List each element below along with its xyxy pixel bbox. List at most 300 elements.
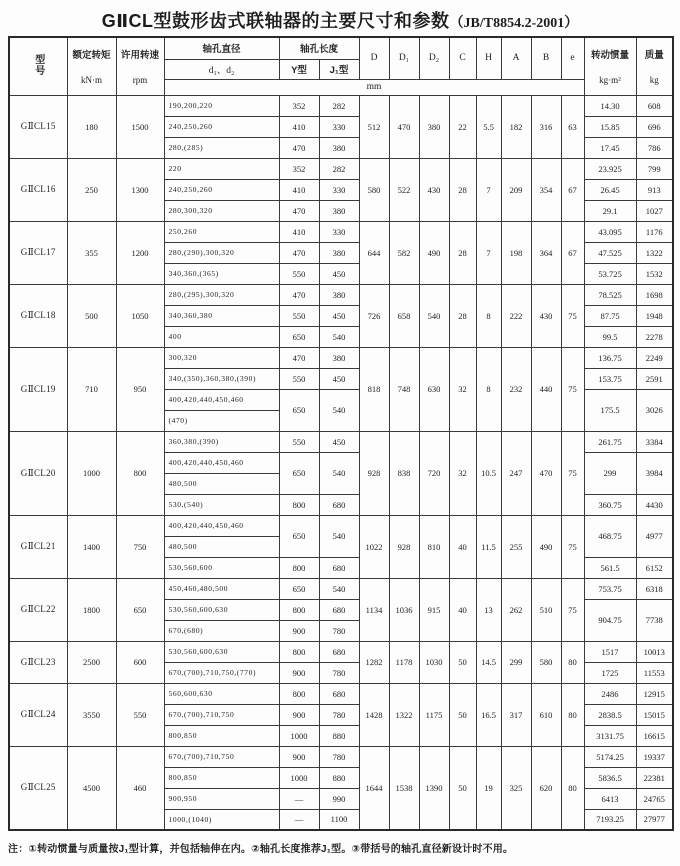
bore-diameter-cell: 450,460,480,500	[164, 578, 279, 599]
speed-cell: 1050	[116, 284, 164, 347]
bore-diameter-cell: 360,380,(390)	[164, 431, 279, 452]
inertia-cell: 47.525	[584, 242, 636, 263]
speed-cell: 650	[116, 578, 164, 641]
table-row	[9, 515, 673, 536]
col-header-speed	[116, 37, 164, 95]
y-length-cell: 1000	[279, 767, 319, 788]
torque-cell: 1800	[67, 578, 116, 641]
unit-row-mm: mm	[164, 79, 584, 95]
torque-cell: 1400	[67, 515, 116, 578]
dim-cell-e: 75	[561, 431, 584, 515]
mass-cell: 3026	[636, 389, 673, 431]
mass-cell: 608	[636, 95, 673, 116]
j1-length-cell: 540	[319, 452, 359, 494]
j1-length-cell: 282	[319, 95, 359, 116]
inertia-cell: 43.095	[584, 221, 636, 242]
inertia-cell: 14.30	[584, 95, 636, 116]
bore-diameter-cell: 560,600,630	[164, 683, 279, 704]
dim-cell-H: 10.5	[476, 431, 501, 515]
inertia-cell: 299	[584, 452, 636, 494]
bore-diameter-cell: 900,950	[164, 788, 279, 809]
dim-cell-H: 7	[476, 158, 501, 221]
bore-diameter-cell: 340,(350),360,380,(390)	[164, 368, 279, 389]
j1-length-cell: 540	[319, 326, 359, 347]
col-header-C: C	[449, 37, 476, 79]
j1-length-cell: 990	[319, 788, 359, 809]
mass-cell: 3984	[636, 452, 673, 494]
bore-diameter-cell: 670,(680)	[164, 620, 279, 641]
y-length-cell: 550	[279, 263, 319, 284]
model-cell: GⅡCL17	[9, 221, 67, 284]
dim-cell-C: 32	[449, 347, 476, 431]
dim-cell-D: 512	[359, 95, 389, 158]
inertia-cell: 1725	[584, 662, 636, 683]
y-length-cell: 550	[279, 368, 319, 389]
dim-cell-C: 28	[449, 158, 476, 221]
mass-cell: 2278	[636, 326, 673, 347]
inertia-cell: 5174.25	[584, 746, 636, 767]
j1-length-cell: 380	[319, 137, 359, 158]
speed-cell: 550	[116, 683, 164, 746]
mass-cell: 3384	[636, 431, 673, 452]
bore-diameter-cell: 400,420,440,450,460	[164, 515, 279, 536]
col-header-d1-d2: d₁、d₂	[164, 59, 279, 79]
model-cell: GⅡCL15	[9, 95, 67, 158]
dim-cell-A: 325	[501, 746, 531, 830]
inertia-unit-label: kg·m²	[599, 75, 621, 86]
table-row	[9, 431, 673, 452]
y-length-cell: 650	[279, 578, 319, 599]
dim-cell-A: 198	[501, 221, 531, 284]
dim-cell-H: 8	[476, 347, 501, 431]
col-header-mass	[636, 37, 673, 95]
torque-cell: 2500	[67, 641, 116, 683]
model-header-label: 型号	[32, 53, 44, 76]
dim-cell-D1: 1538	[389, 746, 419, 830]
dim-cell-e: 80	[561, 641, 584, 683]
model-cell: GⅡCL22	[9, 578, 67, 641]
torque-cell: 710	[67, 347, 116, 431]
col-header-y-type: Y型	[279, 59, 319, 79]
mass-cell: 16615	[636, 725, 673, 746]
mass-header-label: 质量	[644, 50, 664, 62]
dim-cell-D1: 1036	[389, 578, 419, 641]
footnote: 注：①转动惯量与质量按J₁型计算，并包括轴伸在内。②轴孔长度推荐J₁型。③带括号的轴孔直径新设计时不用。	[8, 844, 514, 855]
dim-cell-B: 440	[531, 347, 561, 431]
dim-cell-D: 1134	[359, 578, 389, 641]
j1-length-cell: 380	[319, 347, 359, 368]
j1-length-cell: 540	[319, 515, 359, 557]
mass-cell: 7738	[636, 599, 673, 641]
j1-length-cell: 450	[319, 263, 359, 284]
dim-cell-A: 182	[501, 95, 531, 158]
j1-length-cell: 450	[319, 305, 359, 326]
j1-length-cell: 780	[319, 620, 359, 641]
model-cell: GⅡCL25	[9, 746, 67, 830]
bore-diameter-cell: (470)	[164, 410, 279, 431]
dim-cell-D1: 1178	[389, 641, 419, 683]
dim-cell-C: 50	[449, 746, 476, 830]
inertia-cell: 6413	[584, 788, 636, 809]
j1-length-cell: 780	[319, 662, 359, 683]
dim-cell-A: 255	[501, 515, 531, 578]
j1-length-cell: 330	[319, 221, 359, 242]
inertia-cell: 23.925	[584, 158, 636, 179]
dim-cell-B: 490	[531, 515, 561, 578]
dim-cell-H: 19	[476, 746, 501, 830]
speed-cell: 460	[116, 746, 164, 830]
mass-cell: 786	[636, 137, 673, 158]
bore-diameter-cell: 280,(290),300,320	[164, 242, 279, 263]
inertia-cell: 5836.5	[584, 767, 636, 788]
bore-diameter-cell: 240,250,260	[164, 179, 279, 200]
dim-cell-e: 80	[561, 746, 584, 830]
inertia-cell: 29.1	[584, 200, 636, 221]
y-length-cell: 410	[279, 116, 319, 137]
dim-cell-D2: 810	[419, 515, 449, 578]
dim-cell-H: 13	[476, 578, 501, 641]
dim-cell-H: 5.5	[476, 95, 501, 158]
bore-diameter-cell: 280,300,320	[164, 200, 279, 221]
speed-header-label: 许用转速	[120, 50, 159, 62]
col-header-A: A	[501, 37, 531, 79]
mass-cell: 27977	[636, 809, 673, 830]
torque-header-label: 额定转矩	[72, 50, 111, 62]
dim-cell-C: 28	[449, 221, 476, 284]
mass-cell: 15015	[636, 704, 673, 725]
mass-cell: 1176	[636, 221, 673, 242]
dim-cell-D2: 540	[419, 284, 449, 347]
col-header-bore-diameter: 轴孔直径	[164, 37, 279, 59]
model-cell: GⅡCL21	[9, 515, 67, 578]
dim-cell-D: 1022	[359, 515, 389, 578]
y-length-cell: —	[279, 788, 319, 809]
dim-cell-A: 247	[501, 431, 531, 515]
bore-diameter-cell: 670,(700),710,750,(770)	[164, 662, 279, 683]
dim-cell-C: 28	[449, 284, 476, 347]
bore-diameter-cell: 530,560,600,630	[164, 641, 279, 662]
title-standard-ref: （JB/T8854.2-2001）	[449, 16, 579, 31]
bore-diameter-cell: 800,850	[164, 767, 279, 788]
inertia-cell: 99.5	[584, 326, 636, 347]
torque-cell: 4500	[67, 746, 116, 830]
y-length-cell: 800	[279, 599, 319, 620]
j1-length-cell: 680	[319, 494, 359, 515]
mass-cell: 4430	[636, 494, 673, 515]
y-length-cell: 550	[279, 431, 319, 452]
inertia-cell: 1517	[584, 641, 636, 662]
y-length-cell: 1000	[279, 725, 319, 746]
dim-cell-e: 67	[561, 158, 584, 221]
y-length-cell: 470	[279, 200, 319, 221]
dim-cell-B: 620	[531, 746, 561, 830]
dim-cell-e: 63	[561, 95, 584, 158]
y-length-cell: 900	[279, 662, 319, 683]
dim-cell-D: 928	[359, 431, 389, 515]
bore-diameter-cell: 220	[164, 158, 279, 179]
y-length-cell: 352	[279, 158, 319, 179]
y-length-cell: 800	[279, 641, 319, 662]
inertia-cell: 468.75	[584, 515, 636, 557]
dim-cell-D: 1644	[359, 746, 389, 830]
dim-cell-A: 317	[501, 683, 531, 746]
y-length-cell: 352	[279, 95, 319, 116]
col-header-bore-length: 轴孔长度	[279, 37, 359, 59]
dim-cell-B: 470	[531, 431, 561, 515]
dim-cell-H: 16.5	[476, 683, 501, 746]
col-header-D: D	[359, 37, 389, 79]
mass-cell: 1532	[636, 263, 673, 284]
j1-length-cell: 880	[319, 725, 359, 746]
bore-diameter-cell: 670,(700),710,750	[164, 746, 279, 767]
y-length-cell: 650	[279, 389, 319, 431]
bore-diameter-cell: 280,(285)	[164, 137, 279, 158]
j1-length-cell: 380	[319, 242, 359, 263]
mass-cell: 696	[636, 116, 673, 137]
inertia-cell: 360.75	[584, 494, 636, 515]
j1-length-cell: 380	[319, 284, 359, 305]
dim-cell-D: 1282	[359, 641, 389, 683]
torque-cell: 500	[67, 284, 116, 347]
y-length-cell: 650	[279, 452, 319, 494]
mass-cell: 1698	[636, 284, 673, 305]
dim-cell-D1: 928	[389, 515, 419, 578]
dim-cell-H: 7	[476, 221, 501, 284]
table-body	[9, 95, 673, 830]
dim-cell-C: 32	[449, 431, 476, 515]
j1-length-cell: 680	[319, 557, 359, 578]
bore-diameter-cell: 800,850	[164, 725, 279, 746]
bore-diameter-cell: 1000,(1040)	[164, 809, 279, 830]
table-header	[9, 37, 673, 95]
inertia-cell: 15.85	[584, 116, 636, 137]
y-length-cell: 800	[279, 494, 319, 515]
dim-cell-D2: 1390	[419, 746, 449, 830]
dim-cell-D: 580	[359, 158, 389, 221]
dim-cell-D2: 630	[419, 347, 449, 431]
model-cell: GⅡCL19	[9, 347, 67, 431]
dim-cell-D: 726	[359, 284, 389, 347]
j1-length-cell: 540	[319, 578, 359, 599]
y-length-cell: 650	[279, 326, 319, 347]
table-row	[9, 158, 673, 179]
col-header-model	[9, 37, 67, 95]
bore-diameter-cell: 340,360,380	[164, 305, 279, 326]
dim-cell-C: 40	[449, 578, 476, 641]
bore-diameter-cell: 400,420,440,450,460	[164, 389, 279, 410]
inertia-cell: 2838.5	[584, 704, 636, 725]
j1-length-cell: 450	[319, 368, 359, 389]
speed-cell: 600	[116, 641, 164, 683]
mass-cell: 1948	[636, 305, 673, 326]
col-header-e: e	[561, 37, 584, 79]
dim-cell-D2: 430	[419, 158, 449, 221]
mass-cell: 4977	[636, 515, 673, 557]
table-row	[9, 683, 673, 704]
mass-cell: 22381	[636, 767, 673, 788]
mass-cell: 1027	[636, 200, 673, 221]
inertia-cell: 753.75	[584, 578, 636, 599]
dim-cell-D1: 522	[389, 158, 419, 221]
j1-length-cell: 780	[319, 746, 359, 767]
dim-cell-D: 818	[359, 347, 389, 431]
inertia-cell: 904.75	[584, 599, 636, 641]
dim-cell-e: 75	[561, 347, 584, 431]
inertia-cell: 78.525	[584, 284, 636, 305]
bore-diameter-cell: 530,560,600	[164, 557, 279, 578]
dim-cell-H: 11.5	[476, 515, 501, 578]
col-header-B: B	[531, 37, 561, 79]
speed-unit-label: rpm	[132, 75, 148, 86]
dim-cell-A: 262	[501, 578, 531, 641]
j1-length-cell: 282	[319, 158, 359, 179]
mass-cell: 2591	[636, 368, 673, 389]
inertia-cell: 561.5	[584, 557, 636, 578]
torque-cell: 3550	[67, 683, 116, 746]
dim-cell-A: 299	[501, 641, 531, 683]
y-length-cell: 550	[279, 305, 319, 326]
y-length-cell: 470	[279, 284, 319, 305]
table-row	[9, 221, 673, 242]
bore-diameter-cell: 190,200,220	[164, 95, 279, 116]
dim-cell-D2: 915	[419, 578, 449, 641]
mass-cell: 10013	[636, 641, 673, 662]
page-title	[0, 7, 680, 33]
inertia-cell: 53.725	[584, 263, 636, 284]
inertia-header-label: 转动惯量	[591, 50, 630, 62]
dim-cell-C: 22	[449, 95, 476, 158]
inertia-cell: 261.75	[584, 431, 636, 452]
dim-cell-e: 75	[561, 515, 584, 578]
speed-cell: 800	[116, 431, 164, 515]
dim-cell-D2: 1175	[419, 683, 449, 746]
bore-diameter-cell: 400	[164, 326, 279, 347]
bore-diameter-cell: 300,320	[164, 347, 279, 368]
bore-diameter-cell: 480,500	[164, 536, 279, 557]
dim-cell-H: 14.5	[476, 641, 501, 683]
y-length-cell: 470	[279, 347, 319, 368]
dim-cell-B: 430	[531, 284, 561, 347]
coupling-parameters-table	[8, 36, 674, 831]
bore-diameter-cell: 670,(700),710,750	[164, 704, 279, 725]
dim-cell-A: 222	[501, 284, 531, 347]
mass-cell: 1322	[636, 242, 673, 263]
dim-cell-B: 354	[531, 158, 561, 221]
dim-cell-D: 1428	[359, 683, 389, 746]
bore-diameter-cell: 480,500	[164, 473, 279, 494]
j1-length-cell: 380	[319, 200, 359, 221]
mass-cell: 6152	[636, 557, 673, 578]
inertia-cell: 17.45	[584, 137, 636, 158]
dim-cell-A: 232	[501, 347, 531, 431]
dim-cell-D1: 838	[389, 431, 419, 515]
j1-length-cell: 450	[319, 431, 359, 452]
j1-length-cell: 540	[319, 389, 359, 431]
mass-cell: 12915	[636, 683, 673, 704]
torque-cell: 180	[67, 95, 116, 158]
mass-unit-label: kg	[649, 75, 659, 86]
y-length-cell: 410	[279, 179, 319, 200]
bore-diameter-cell: 280,(295),300,320	[164, 284, 279, 305]
mass-cell: 19337	[636, 746, 673, 767]
j1-length-cell: 880	[319, 767, 359, 788]
bore-diameter-cell: 530,560,600,630	[164, 599, 279, 620]
mass-cell: 913	[636, 179, 673, 200]
y-length-cell: 800	[279, 557, 319, 578]
model-cell: GⅡCL24	[9, 683, 67, 746]
bore-diameter-cell: 530,(540)	[164, 494, 279, 515]
inertia-cell: 2486	[584, 683, 636, 704]
j1-length-cell: 1100	[319, 809, 359, 830]
j1-length-cell: 330	[319, 179, 359, 200]
dim-cell-e: 75	[561, 284, 584, 347]
y-length-cell: 470	[279, 137, 319, 158]
inertia-cell: 26.45	[584, 179, 636, 200]
y-length-cell: 650	[279, 515, 319, 557]
speed-cell: 950	[116, 347, 164, 431]
y-length-cell: 470	[279, 242, 319, 263]
col-header-j1-type: J₁型	[319, 59, 359, 79]
dim-cell-e: 80	[561, 683, 584, 746]
table-row	[9, 641, 673, 662]
j1-length-cell: 680	[319, 683, 359, 704]
col-header-inertia	[584, 37, 636, 95]
y-length-cell: 900	[279, 704, 319, 725]
table-row	[9, 746, 673, 767]
dim-cell-D2: 1030	[419, 641, 449, 683]
dim-cell-C: 50	[449, 683, 476, 746]
dim-cell-B: 580	[531, 641, 561, 683]
dim-cell-D1: 658	[389, 284, 419, 347]
dim-cell-D2: 380	[419, 95, 449, 158]
col-header-H: H	[476, 37, 501, 79]
speed-cell: 750	[116, 515, 164, 578]
y-length-cell: 900	[279, 620, 319, 641]
table-row	[9, 284, 673, 305]
y-length-cell: 410	[279, 221, 319, 242]
speed-cell: 1200	[116, 221, 164, 284]
model-cell: GⅡCL23	[9, 641, 67, 683]
dim-cell-B: 510	[531, 578, 561, 641]
inertia-cell: 3131.75	[584, 725, 636, 746]
speed-cell: 1500	[116, 95, 164, 158]
dim-cell-A: 209	[501, 158, 531, 221]
dim-cell-D1: 582	[389, 221, 419, 284]
dim-cell-B: 316	[531, 95, 561, 158]
dim-cell-e: 67	[561, 221, 584, 284]
mass-cell: 11553	[636, 662, 673, 683]
table-row	[9, 578, 673, 599]
bore-diameter-cell: 250,260	[164, 221, 279, 242]
inertia-cell: 87.75	[584, 305, 636, 326]
dim-cell-e: 75	[561, 578, 584, 641]
j1-length-cell: 330	[319, 116, 359, 137]
torque-cell: 250	[67, 158, 116, 221]
table-row	[9, 95, 673, 116]
col-header-D2: D₂	[419, 37, 449, 79]
inertia-cell: 153.75	[584, 368, 636, 389]
y-length-cell: 900	[279, 746, 319, 767]
bore-diameter-cell: 340,360,(365)	[164, 263, 279, 284]
j1-length-cell: 680	[319, 599, 359, 620]
dim-cell-D2: 490	[419, 221, 449, 284]
torque-cell: 355	[67, 221, 116, 284]
dim-cell-C: 50	[449, 641, 476, 683]
dim-cell-C: 40	[449, 515, 476, 578]
mass-cell: 6318	[636, 578, 673, 599]
table-row	[9, 347, 673, 368]
inertia-cell: 175.5	[584, 389, 636, 431]
